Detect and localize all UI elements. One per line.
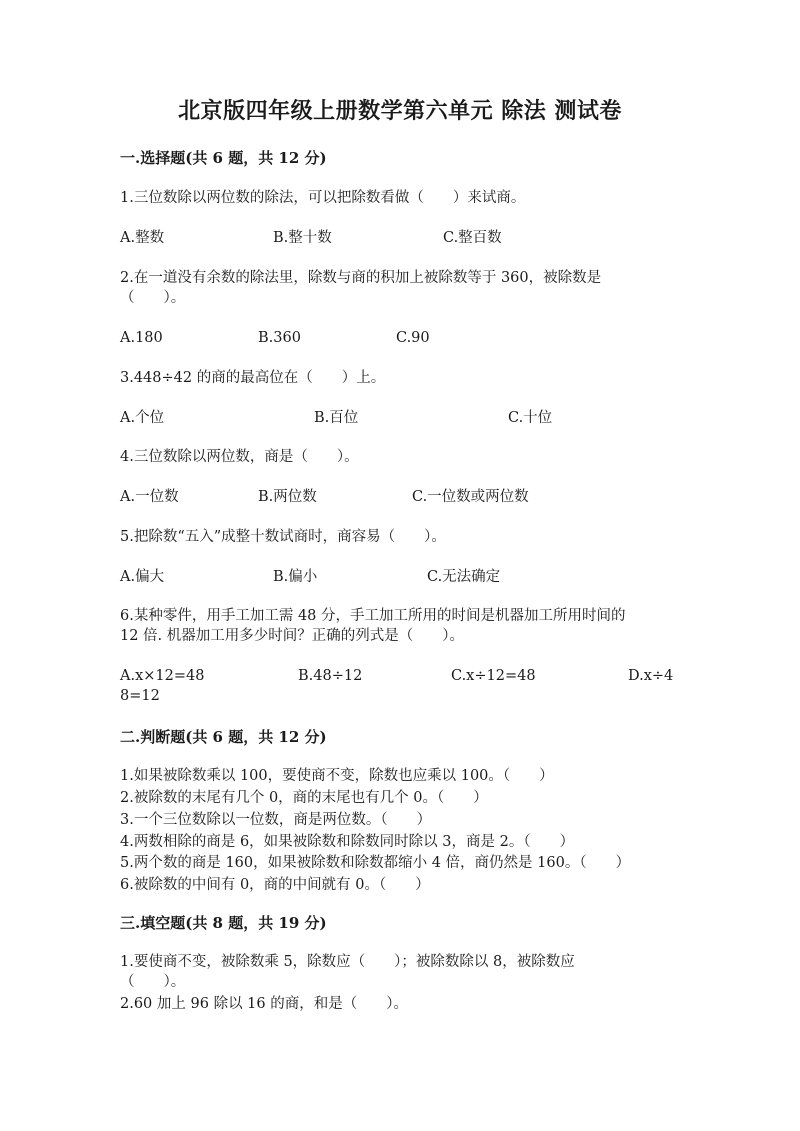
question-text-continued: （ ）。 bbox=[120, 974, 186, 990]
option-a: A.个位 bbox=[120, 410, 165, 426]
judgement-item: 5.两个数的商是 160，如果被除数和除数都缩小 4 倍，商仍然是 160。（ ） bbox=[120, 855, 631, 871]
question-text: 1.要使商不变，被除数乘 5，除数应（ ）；被除数除以 8，被除数应 bbox=[120, 954, 575, 970]
option-c: C.一位数或两位数 bbox=[412, 489, 529, 505]
option-c: C.无法确定 bbox=[427, 569, 501, 585]
question-text: 1.三位数除以两位数的除法，可以把除数看做（ ）来试商。 bbox=[120, 190, 526, 206]
question-text: 2.在一道没有余数的除法里，除数与商的积加上被除数等于 360，被除数是 bbox=[120, 270, 602, 286]
option-a: A.偏大 bbox=[120, 569, 165, 585]
option-c: C.x÷12=48 bbox=[451, 668, 536, 684]
option-b: B.整十数 bbox=[273, 230, 332, 246]
option-b: B.百位 bbox=[314, 410, 359, 426]
option-d: D.x÷4 bbox=[628, 668, 674, 684]
page-title: 北京版四年级上册数学第六单元 除法 测试卷 bbox=[178, 98, 622, 124]
question-text: 4.三位数除以两位数，商是（ ）。 bbox=[120, 449, 359, 465]
judgement-item: 2.被除数的末尾有几个 0，商的末尾也有几个 0。（ ） bbox=[120, 790, 488, 806]
question-text: 2.60 加上 96 除以 16 的商，和是（ ）。 bbox=[120, 996, 408, 1012]
option-b: B.48÷12 bbox=[298, 668, 363, 684]
option-b: B.两位数 bbox=[258, 489, 317, 505]
option-a: A.一位数 bbox=[120, 489, 179, 505]
section-heading-fill-in: 三.填空题(共 8 题，共 19 分) bbox=[120, 914, 327, 932]
section-heading-choice: 一.选择题(共 6 题，共 12 分) bbox=[120, 149, 327, 167]
option-a: A.整数 bbox=[120, 230, 165, 246]
judgement-item: 1.如果被除数乘以 100，要使商不变，除数也应乘以 100。（ ） bbox=[120, 768, 554, 784]
option-d-continued: 8=12 bbox=[120, 688, 160, 704]
judgement-item: 3.一个三位数除以一位数，商是两位数。（ ） bbox=[120, 812, 432, 828]
question-text: 5.把除数“五入”成整十数试商时，商容易（ ）。 bbox=[120, 529, 446, 545]
judgement-item: 4.两数相除的商是 6，如果被除数和除数同时除以 3，商是 2。（ ） bbox=[120, 834, 575, 850]
option-a: A.x×12=48 bbox=[120, 668, 205, 684]
question-text: 6.某种零件，用手工加工需 48 分，手工加工所用的时间是机器加工所用时间的 bbox=[120, 608, 626, 624]
judgement-item: 6.被除数的中间有 0，商的中间就有 0。（ ） bbox=[120, 877, 430, 893]
option-c: C.十位 bbox=[508, 410, 553, 426]
question-text: 3.448÷42 的商的最高位在（ ）上。 bbox=[120, 370, 386, 386]
question-text-continued: （ ）。 bbox=[120, 290, 186, 306]
question-text-continued: 12 倍. 机器加工用多少时间？正确的列式是（ ）。 bbox=[120, 628, 465, 644]
option-a: A.180 bbox=[120, 330, 163, 346]
option-b: B.360 bbox=[258, 330, 301, 346]
option-b: B.偏小 bbox=[273, 569, 318, 585]
option-c: C.整百数 bbox=[443, 230, 502, 246]
option-c: C.90 bbox=[396, 330, 430, 346]
section-heading-judgement: 二.判断题(共 6 题，共 12 分) bbox=[120, 728, 327, 746]
